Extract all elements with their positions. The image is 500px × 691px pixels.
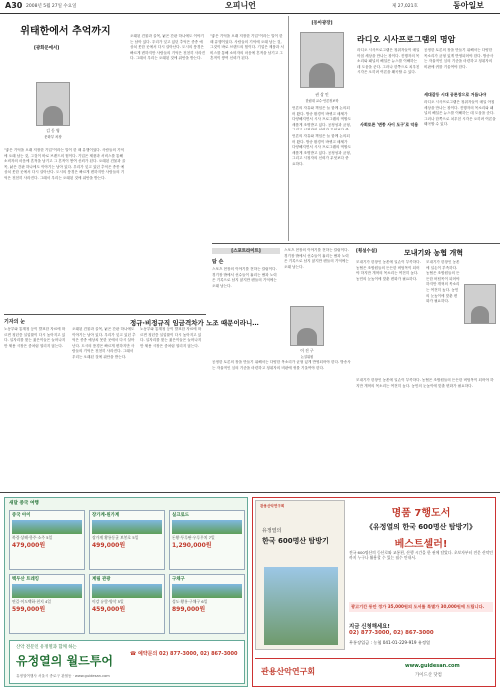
- advertisement-section: [0, 492, 500, 691]
- person-icon: [297, 328, 316, 345]
- left-column: [4, 20, 127, 310]
- book-description: 전국 600명산의 등산로와 교통편, 산행 시간을 한 권에 담았다. 초보자부터 전문 산악인까지 누구나 활용할 수 있는 필수 안내서.: [349, 550, 493, 561]
- page-header: [0, 0, 500, 14]
- mid-divider: [212, 243, 500, 244]
- right-column-body-1: 라디오 시사프로그램은 청취자들이 매일 아침 세상을 만나는 창이다. 진행자의 목소리와 패널의 해설은 뉴스를 이해하는 데 도움을 준다. 그러나 한쪽으로 치우친 시각은 오히려 여론을 왜곡할 수 있다.: [357, 48, 420, 75]
- tour-photo: [92, 520, 162, 534]
- right-lower-body-3: 모내기가 한창인 농촌에 일손이 부족하다. 농협은 조합원들의 든든한 버팀목이 되어야 하지만 개혁의 목소리는 여전히 높다. 농민의 눈높이에 맞춘 변화가 필요하다.: [356, 378, 494, 388]
- author-photo: [36, 82, 70, 126]
- tour-photo: [12, 520, 82, 534]
- page-number: A30: [5, 1, 23, 10]
- bank-label: 무통장입금 :: [349, 640, 372, 645]
- tour-brand-tagline: 산악 전문인 유정열과 함께 하는: [16, 645, 77, 650]
- person-icon: [43, 106, 62, 125]
- left-body: 오래된 건물과 골목, 낡은 간판 하나에도 이야기는 남아 있다. 우리가 잊고 있던 추억은 종종 예상치 못한 곳에서 다시 살아난다. 도시의 풍경은 빠르게 변하지만 사람들의 기억은 천천히 사라진다. 그래서 우리는 오래된 것에 위안을 받는다.: [4, 159, 126, 180]
- tour-card[interactable]: [89, 510, 165, 570]
- writer-title: 논설위원: [300, 355, 314, 359]
- tour-card[interactable]: [169, 574, 245, 634]
- mid-author-title: 한림대 교수·언론정보학: [305, 99, 339, 103]
- mid-column-label: [동아광장]: [311, 21, 333, 26]
- left-column-body-2: 오래된 건물과 골목, 낡은 간판 하나에도 이야기는 남아 있다. 우리가 잊고 있던 추억은 종종 예상치 못한 곳에서 다시 살아난다. 도시의 풍경은 빠르게 변하지만 사람들의 기억은 천천히 사라진다. 그래서 우리는 오래된 것에 위안을 받는다.: [130, 34, 206, 61]
- right-subhead-1: 사회토론 '변종 사이 도구'로 악용: [360, 122, 419, 127]
- left-lead: "좋은 기억을 오래 저장한 기업"이라는 말이 한 때 유행이었다. 사람들의 기억에 오래 남는 것, 그것이 바로 브랜드의 힘이다. 기업은 제품과 서비스를 통해 소비자의 마음에 흔적을 남기고 그 흔적이 쌓여 신뢰가 된다.: [4, 148, 125, 164]
- author-title: 문화부 차장: [44, 135, 62, 139]
- tour-card-title: 계림 관광: [92, 577, 111, 582]
- editorial-headline: 정규·비정규직 임금격차가 노조 때문이라니…: [130, 319, 259, 327]
- right-column-body-3: 라디오 시사프로그램은 청취자들이 매일 아침 세상을 만나는 창이다. 진행자의 목소리와 패널의 해설은 뉴스를 이해하는 데 도움을 준다. 그러나 한쪽으로 치우친 시각은 오히려 여론을 왜곡할 수 있다.: [424, 100, 496, 127]
- tour-card-desc: 이강 유람·양삭 5일: [92, 599, 124, 604]
- book-footer: [255, 658, 495, 686]
- tour-card-desc: 북경·상해·항주·소주 5일: [12, 535, 53, 540]
- publisher-name: 관용산악연구회: [261, 667, 316, 676]
- book-order-label: 지금 신청해세요!: [349, 624, 390, 630]
- book-headline-block: [349, 504, 493, 550]
- left-column-title: 위태한에서 추억까지: [20, 26, 111, 37]
- tour-card-title: 실크로드: [172, 513, 189, 518]
- tour-card-price: 899,000원: [172, 606, 206, 613]
- tour-card-desc: 성도·황룡·구채구 6일: [172, 599, 208, 604]
- tour-photo: [92, 584, 162, 598]
- spotlight-body-2: 스포츠 현장의 이야기를 전하는 칼럼이다. 경기장 밖에서 선수들이 흘리는 땀과 노력은 기록으로 남지 않지만 팬들의 기억에는 오래 남는다.: [284, 248, 349, 269]
- book-headline-3: 베스트셀러!: [394, 539, 448, 550]
- right-column-body-2: 공정한 토론의 장을 만들기 위해서는 다양한 목소리가 균형 있게 반영되어야 한다. 방송사는 자율적인 심의 기준을 마련하고 청취자의 비판에 귀를 기울여야 한다.: [424, 48, 494, 69]
- tour-card-price: 459,000원: [92, 606, 126, 613]
- tour-photo: [12, 584, 82, 598]
- book-cover-photo: [264, 567, 338, 645]
- tour-card-desc: 장가계 황룡동굴 보봉호 5일: [92, 535, 139, 540]
- book-cover-title: 한국 600명산 탐방기: [262, 537, 329, 545]
- publisher-url-sub: 가이드산 닷컴: [415, 673, 442, 678]
- left-column-body: [4, 148, 127, 308]
- bank-info: [349, 640, 430, 646]
- right-lower-label: [횡설수설]: [356, 249, 377, 254]
- writer-name: 이 진 구: [300, 348, 314, 353]
- tour-brand-box: [9, 640, 245, 684]
- tour-card-title: 장가계·원가계: [92, 513, 120, 518]
- reporter-body-3: 노동부와 통계청 등이 발표한 자료에 따르면 청년층 실업률이 다시 높아지고 있다. 일자리를 찾는 젊은이들은 늘어나지만 채용 시장은 좀처럼 열리지 않는다.: [140, 327, 202, 348]
- mid-author-photo: [300, 32, 344, 88]
- mid-author-name: 권 상 인: [315, 92, 329, 97]
- newspaper-name: 동아일보: [453, 1, 484, 10]
- tour-card-price: 499,000원: [92, 542, 126, 549]
- spotlight-label: [스포트라이트]: [212, 248, 280, 254]
- publisher-url[interactable]: www.guidesan.com: [405, 663, 460, 669]
- edition-number: 제 27,021호: [392, 4, 418, 9]
- right-lower-body-1: 모내기가 한창인 농촌에 일손이 부족하다. 농협은 조합원들의 든든한 버팀목이 되어야 하지만 개혁의 목소리는 여전히 높다. 농민의 눈높이에 맞춘 변화가 필요하다.: [356, 260, 421, 281]
- tour-card-price: 1,290,000원: [172, 542, 212, 549]
- spotlight-body: 스포츠 현장의 이야기를 전하는 칼럼이다. 경기장 밖에서 선수들이 흘리는 땀과 노력은 기록으로 남지 않지만 팬들의 기억에는 오래 남는다.: [212, 267, 277, 288]
- person-icon: [309, 63, 334, 87]
- book-headline-2: 《유정열의 한국 600명산 탐방기》: [365, 523, 477, 531]
- tour-ad-title: 새달 중국 여행: [9, 501, 39, 506]
- column-divider: [288, 16, 289, 241]
- mid-column-body: 언론의 자유와 책임은 늘 함께 논의되어 왔다. 방송 환경이 바뀌고 매체가 다양해지면서 시사 프로그램의 역할도 새롭게 조명받고 있다. 공정성과 균형,: [292, 106, 351, 127]
- left-column-cont: [130, 34, 206, 310]
- right-column-title: 라디오 시사프로그램의 명암: [357, 35, 456, 44]
- spotlight-column: [212, 248, 280, 348]
- book-promo: 광고기간 동안 정가 35,000원의 도서를 특별가 30,000원에 드립니다.: [349, 602, 493, 612]
- tour-card-title: 중국 아이: [12, 513, 31, 518]
- tour-card-desc: 돈황·투루판·우루무치 7일: [172, 535, 215, 540]
- mid-column: [292, 20, 352, 130]
- book-ad[interactable]: [252, 497, 496, 687]
- tour-phone[interactable]: ☎ 예약문의 02) 877-3000, 02) 867-3000: [130, 651, 238, 657]
- person-icon: [471, 306, 489, 323]
- section-title: 오피니언: [225, 1, 256, 10]
- reporter-label: 기자의 눈: [4, 319, 26, 325]
- issue-date: 2008년 5월 27일 수요일: [26, 4, 77, 9]
- tour-photo: [172, 584, 242, 598]
- author-name: 김 동 영: [46, 128, 60, 133]
- tour-card[interactable]: [9, 510, 85, 570]
- tour-footer: 유정열여행사 서울시 종로구 관철동 · www.guidesan.com: [16, 674, 110, 678]
- spotlight-title: 탐 손: [212, 259, 224, 265]
- reporter-body-1: 노동부와 통계청 등이 발표한 자료에 따르면 청년층 실업률이 다시 높아지고 있다. 일자리를 찾는 젊은이들은 늘어나지만 채용 시장은 좀처럼 열리지 않는다.: [4, 327, 66, 348]
- mid-lower-body: 공정한 토론의 장을 만들기 위해서는 다양한 목소리가 균형 있게 반영되어야 한다. 방송사는 자율적인 심의 기준을 마련하고 청취자의 비판에 귀를 기울여야 한다.: [212, 360, 351, 370]
- right-lower-column: [356, 248, 496, 374]
- right-lower-title: 모내기와 농협 개혁: [404, 249, 463, 257]
- tour-card[interactable]: [9, 574, 85, 634]
- book-author-label: 유정열의: [262, 528, 282, 534]
- left-column-label: [광화문에서]: [34, 46, 60, 51]
- tour-card[interactable]: [169, 510, 245, 570]
- writer-photo: [290, 306, 324, 346]
- right-lower-body-2: 모내기가 한창인 농촌에 일손이 부족하다. 농협은 조합원들의 든든한 버팀목이 되어야 하지만 개혁의 목소리는 여전히 높다. 농민의 눈높이에 맞춘 변화가 필요하다.: [426, 260, 460, 304]
- bank-account: 농협 041-01-229-919 유정열: [373, 640, 431, 645]
- tour-brand-name: 유정열의 월드투어: [16, 654, 113, 668]
- tour-photo: [172, 520, 242, 534]
- right-lower-photo: [464, 284, 496, 324]
- tour-card-price: 479,000원: [12, 542, 46, 549]
- tour-card-price: 599,000원: [12, 606, 46, 613]
- right-subhead-2: 세대갈등 시대 공론장으로 거듭나야: [424, 92, 487, 97]
- book-cover: [255, 500, 345, 650]
- mid-column-body-2: 언론의 자유와 책임은 늘 함께 논의되어 왔다. 방송 환경이 바뀌고 매체가 다양해지면서 시사 프로그램의 역할도 새롭게 조명받고 있다. 공정성과 균형, 그리고 시청자의 신뢰가 무엇보다 중요하다.: [292, 134, 351, 166]
- left-column-body-3: "좋은 기억을 오래 저장한 기업"이라는 말이 한 때 유행이었다. 사람들의 기억에 오래 남는 것, 그것이 바로 브랜드의 힘이다. 기업은 제품과 서비스를 통해 소비자의 마음에 흔적을 남기고 그 흔적이 쌓여 신뢰가 된다.: [210, 34, 284, 61]
- book-order-phone[interactable]: 02) 877-3000, 02) 867-3000: [349, 630, 434, 636]
- reporter-box: [4, 314, 206, 488]
- reporter-body-2: 오래된 건물과 골목, 낡은 간판 하나에도 이야기는 남아 있다. 우리가 잊고 있던 추억은 종종 예상치 못한 곳에서 다시 살아난다. 도시의 풍경은 빠르게 변하지만 사람들의 기억은 천천히 사라진다. 그래서 우리는 오래된 것에 위안을 받는다.: [72, 327, 136, 359]
- book-publisher-small: 관용산악연구회: [260, 504, 285, 508]
- tour-card-title: 구채구: [172, 577, 185, 582]
- tour-ad[interactable]: [4, 497, 248, 687]
- tour-card-title: 백두산 트레킹: [12, 577, 39, 582]
- book-headline-1: 명품 7행도서: [391, 508, 451, 519]
- tour-card[interactable]: [89, 574, 165, 634]
- tour-card-desc: 연길·이도백하·천지 4일: [12, 599, 52, 604]
